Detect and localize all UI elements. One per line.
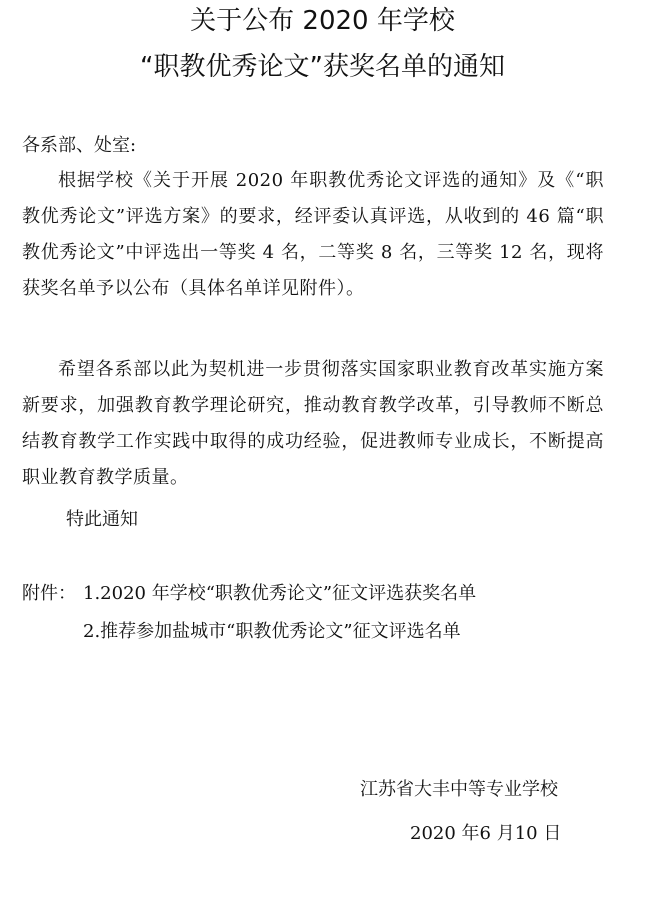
attachments-label: 附件： <box>22 583 76 604</box>
title-line-2: “职教优秀论文”获奖名单的通知 <box>140 52 505 82</box>
salutation: 各系部、处室: <box>22 135 137 156</box>
signature-organization: 江苏省大丰中等专业学校 <box>360 779 558 800</box>
body-paragraph-1: 根据学校《关于开展 2020 年职教优秀论文评选的通知》及《“职教优秀论文”评选方案》的要求，经评委认真评选，从收到的 46 篇“职教优秀论文”中评选出一等奖 4 名，二等奖 8 名，三等奖 12 名，现将获奖名单予以公布（具体名单详见附件）。 <box>22 170 604 299</box>
body-paragraph-2: 希望各系部以此为契机进一步贯彻落实国家职业教育改革实施方案新要求，加强教育教学理论研究，推动教育教学改革，引导教师不断总结教育教学工作实践中取得的成功经验，促进教师专业成长，不断提高职业教育教学质量。 <box>22 359 604 488</box>
attachment-item-2: 2.推荐参加盐城市“职教优秀论文”征文评选名单 <box>83 621 461 642</box>
attachment-item-1: 1.2020 年学校“职教优秀论文”征文评选获奖名单 <box>83 583 477 604</box>
title-line-1: 关于公布 2020 年学校 <box>190 6 455 36</box>
signature-date: 2020 年6 月10 日 <box>410 823 562 844</box>
closing-remark: 特此通知 <box>66 509 138 530</box>
